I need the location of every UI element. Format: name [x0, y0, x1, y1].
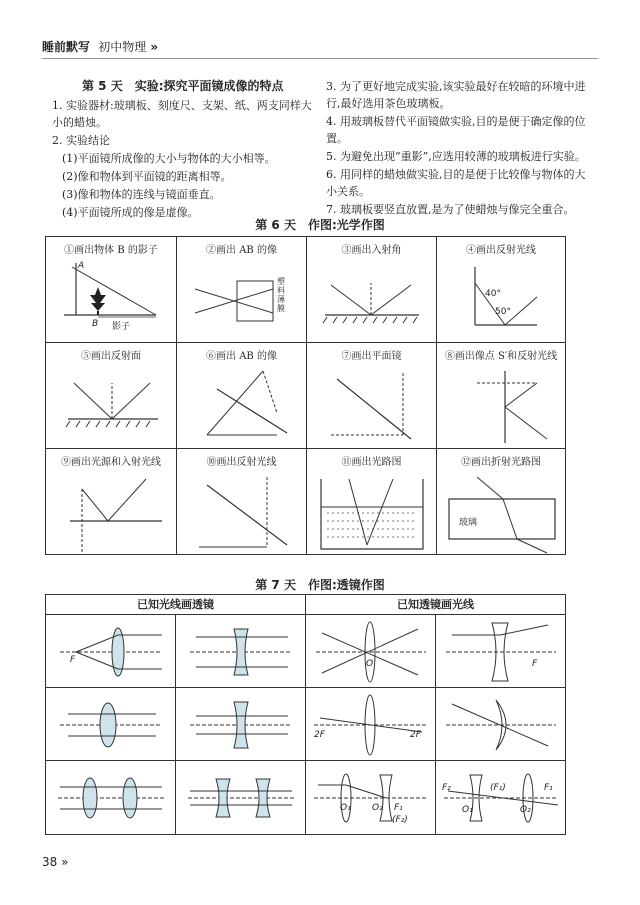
lens-cell-1	[46, 615, 176, 688]
lens-cell-8	[436, 688, 566, 761]
label-glass: 玻璃	[459, 518, 478, 528]
label-F-1: F	[70, 655, 76, 665]
corner-mirror-diagram	[437, 237, 566, 343]
label-film: 塑料薄膜	[277, 277, 285, 313]
day5-right-column	[326, 78, 596, 219]
page-number-arrow: »	[61, 855, 69, 869]
day7-left-header: 已知光线画透镜	[46, 595, 306, 615]
day6-cell-1-label: ①画出物体 B 的影子	[64, 245, 158, 256]
refraction-diagram	[437, 449, 566, 555]
day6-cell-11-label: ⑪画出光路图	[341, 457, 402, 468]
water-tank-diagram	[307, 449, 437, 555]
day6-cell-3	[307, 237, 437, 343]
concave-lens-1-diagram	[176, 615, 306, 688]
reflect-surface-diagram	[46, 343, 177, 449]
day5-item-2-4: (4)平面镜所成的像是虚像。	[62, 206, 199, 219]
page-number-value: 38	[42, 855, 58, 869]
day6-cell-5	[46, 343, 177, 449]
day6-cell-1	[46, 237, 177, 343]
label-B: B	[92, 319, 99, 329]
page-header	[42, 38, 158, 55]
light-source-diagram	[46, 449, 177, 555]
day6-cell-9	[46, 449, 177, 555]
header-divider	[42, 58, 598, 59]
day5-left-column	[52, 78, 320, 222]
virtual-image-diagram	[437, 343, 566, 449]
label-O1-left: O₁	[340, 803, 351, 813]
lens-cell-7	[306, 688, 436, 761]
book-title: 睡前默写	[42, 40, 91, 54]
lens-cell-5	[46, 688, 176, 761]
plane-mirror-diagram	[307, 343, 437, 449]
lens-cell-12	[436, 761, 566, 835]
lens-cell-11	[306, 761, 436, 835]
label-O2-left: O₂	[372, 803, 383, 813]
day5-item-3: 3. 为了更好地完成实验,该实验最好在较暗的环境中进行,最好选用茶色玻璃板。	[326, 80, 586, 110]
label-O-3: O	[366, 659, 374, 669]
lens-cell-6	[176, 688, 306, 761]
day6-cell-4	[437, 237, 566, 343]
convex-lens-2f-diagram	[306, 688, 436, 761]
day6-cell-4-label: ④画出反射光线	[466, 245, 536, 256]
reflected-ray-diagram	[177, 449, 307, 555]
label-F2p-left: (F₂)	[392, 815, 408, 825]
book-subtitle: 初中物理	[98, 40, 147, 54]
day6-cell-10	[177, 449, 307, 555]
label-F1-right: F₁	[544, 783, 553, 793]
meniscus-lens-diagram	[436, 688, 566, 761]
convex-lens-2-diagram	[46, 688, 176, 761]
label-A: A	[78, 261, 85, 271]
page-number	[42, 855, 68, 869]
lens-cell-2	[176, 615, 306, 688]
day7-title: 第 7 天 作图:透镜作图	[255, 578, 385, 592]
day6-cell-7-label: ⑦画出平面镜	[341, 351, 402, 362]
day7-right-header: 已知透镜画光线	[306, 595, 566, 615]
day6-cell-12-label: ⑫画出折射光路图	[461, 457, 541, 468]
label-angle40: 40°	[485, 289, 501, 299]
day6-title: 第 6 天 作图:光学作图	[255, 218, 385, 232]
day5-title: 第 5 天 实验:探究平面镜成像的特点	[82, 79, 284, 93]
label-2F-left: 2F	[314, 730, 325, 740]
day6-cell-8	[437, 343, 566, 449]
double-convex-diagram	[46, 761, 176, 835]
day7-grid	[45, 594, 566, 835]
day6-cell-11	[307, 449, 437, 555]
day5-item-2-1: (1)平面镜所成像的大小与物体的大小相等。	[62, 152, 276, 165]
label-F1p-right: (F₁)	[490, 783, 506, 793]
label-F2-right: F₂	[442, 783, 451, 793]
day6-cell-7	[307, 343, 437, 449]
convex-lens-rays-diagram	[306, 615, 436, 688]
day6-cell-8-label: ⑧画出像点 S′和反射光线	[444, 351, 558, 362]
lens-cell-3	[306, 615, 436, 688]
lens-cell-9	[46, 761, 176, 835]
day5-item-4: 4. 用玻璃板替代平面镜做实验,目的是便于确定像的位置。	[326, 115, 586, 145]
convex-lens-1-diagram	[46, 615, 176, 688]
lens-cell-10	[176, 761, 306, 835]
incident-angle-diagram	[307, 237, 437, 343]
day5-item-6: 6. 用同样的蜡烛做实验,目的是便于比较像与物体的大小关系。	[326, 168, 586, 198]
two-lens-system-1-diagram	[306, 761, 436, 835]
label-angle50: 50°	[495, 307, 511, 317]
day5-item-2: 2. 实验结论	[52, 134, 110, 147]
day6-cell-2	[177, 237, 307, 343]
day5-item-5: 5. 为避免出现“重影”,应选用较薄的玻璃板进行实验。	[326, 150, 586, 163]
label-O2-right: O₂	[520, 805, 531, 815]
label-F-4: F	[532, 659, 538, 669]
day5-item-2-2: (2)像和物体到平面镜的距离相等。	[62, 170, 232, 183]
concave-lens-2-diagram	[176, 688, 306, 761]
concave-lens-rays-diagram	[436, 615, 566, 688]
label-O1-right: O₁	[462, 805, 473, 815]
lens-cell-4	[436, 615, 566, 688]
day6-cell-6	[177, 343, 307, 449]
day5-item-2-3: (3)像和物体的连线与镜面垂直。	[62, 188, 221, 201]
day6-cell-3-label: ③画出入射角	[341, 245, 402, 256]
mirror-image-ab-diagram	[177, 343, 307, 449]
day6-cell-2-label: ②画出 AB 的像	[206, 245, 277, 256]
day6-cell-12	[437, 449, 566, 555]
label-F1-left: F₁	[394, 803, 403, 813]
day6-cell-5-label: ⑤画出反射面	[81, 351, 141, 362]
day6-grid	[45, 236, 566, 555]
day6-cell-9-label: ⑨画出光源和入射光线	[61, 457, 161, 468]
label-shadow: 影子	[112, 322, 131, 332]
concave-convex-diagram	[176, 761, 306, 835]
day5-item-1: 1. 实验器材:玻璃板、刻度尺、支架、纸、两支同样大小的蜡烛。	[52, 99, 312, 129]
label-2F-right: 2F	[410, 730, 421, 740]
day6-cell-10-label: ⑩画出反射光线	[206, 457, 277, 468]
two-lens-system-2-diagram	[436, 761, 566, 835]
day6-cell-6-label: ⑥画出 AB 的像	[206, 351, 277, 362]
day5-item-7: 7. 玻璃板要竖直放置,是为了使蜡烛与像完全重合。	[326, 203, 575, 216]
header-arrow: »	[150, 40, 159, 54]
